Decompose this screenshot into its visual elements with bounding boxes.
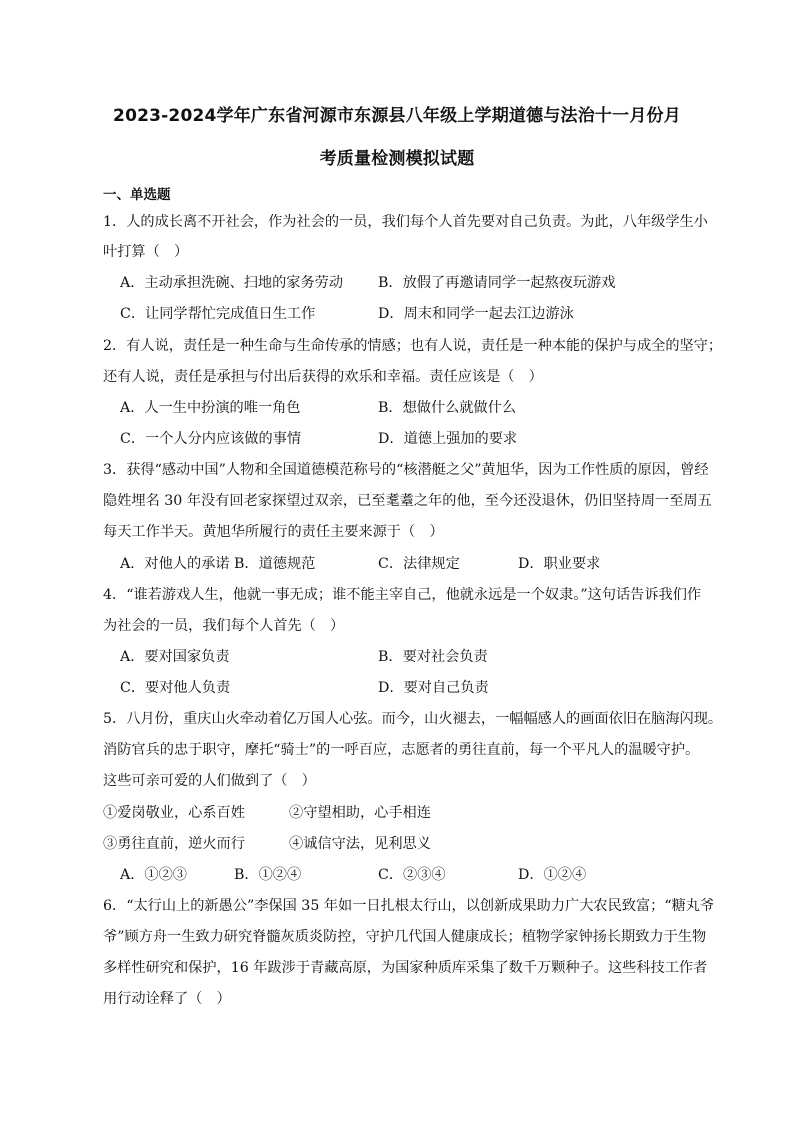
question-3-option-b: B．道德规范 xyxy=(234,556,316,572)
question-1-stem-line-2: 叶打算（ ） xyxy=(103,244,189,260)
question-5-stem-line-2: 消防官兵的忠于职守，摩托“骑士”的一呼百应，志愿者的勇往直前，每一个平凡人的温暖守护。 xyxy=(103,742,700,758)
document-title-line-1: 2023-2024学年广东省河源市东源县八年级上学期道德与法治十一月份月 xyxy=(113,106,681,126)
question-3-option-c: C．法律规定 xyxy=(378,556,460,572)
question-2-option-b: B．想做什么就做什么 xyxy=(378,400,517,416)
question-1-option-b: B．放假了再邀请同学一起熬夜玩游戏 xyxy=(378,275,616,291)
question-5-option-c: C．②③④ xyxy=(378,867,446,883)
question-4-stem-line-2: 为社会的一员，我们每个人首先（ ） xyxy=(103,618,345,634)
question-3-stem-line-2: 隐姓埋名 30 年没有回老家探望过双亲，已至耄耋之年的他，至今还没退休，仍旧坚持周一至周五 xyxy=(103,493,712,509)
question-6-stem-line-2: 爷”顾方舟一生致力研究脊髓灰质炎防控，守护几代国人健康成长；植物学家钟扬长期致力于生物 xyxy=(103,929,707,945)
question-4-option-d: D．要对自己负责 xyxy=(378,680,489,696)
question-4-stem-line-1: 4．“谁若游戏人生，他就一事无成；谁不能主宰自己，他就永远是一个奴隶。”这句话告诉我们作 xyxy=(103,587,702,603)
question-1-option-a: A．主动承担洗碗、扫地的家务劳动 xyxy=(120,275,344,291)
question-2-option-d: D．道德上强加的要求 xyxy=(378,431,518,447)
question-2-option-a: A．人一生中扮演的唯一角色 xyxy=(120,400,301,416)
question-5-stem-line-3: 这些可亲可爱的人们做到了（ ） xyxy=(103,773,316,789)
question-3-option-d: D．职业要求 xyxy=(518,556,601,572)
question-6-stem-line-3: 多样性研究和保护，16 年跋涉于青藏高原，为国家种质库采集了数千万颗种子。这些科技工作者 xyxy=(103,960,708,976)
question-1-stem-line-1: 1．人的成长离不开社会，作为社会的一员，我们每个人首先要对自己负责。为此，八年级学生小 xyxy=(103,214,708,230)
question-5-item-4: ④诚信守法，见利思义 xyxy=(289,836,431,852)
question-3-option-a: A．对他人的承诺 xyxy=(120,556,230,572)
section-heading: 一、单选题 xyxy=(103,187,171,203)
document-title-line-2: 考质量检测模拟试题 xyxy=(319,149,475,169)
question-3-stem-line-3: 每天工作半天。黄旭华所履行的责任主要来源于（ ） xyxy=(103,524,444,540)
question-6-stem-line-4: 用行动诠释了（ ） xyxy=(103,991,231,1007)
question-4-option-b: B．要对社会负责 xyxy=(378,649,488,665)
question-6-stem-line-1: 6．“太行山上的新愚公”李保国 35 年如一日扎根太行山，以创新成果助力广大农民致富；“糖丸爷 xyxy=(103,898,715,914)
question-5-item-1: ①爱岗敬业，心系百姓 xyxy=(103,805,245,821)
question-1-option-d: D．周末和同学一起去江边游泳 xyxy=(378,306,574,322)
question-5-item-2: ②守望相助，心手相连 xyxy=(289,805,431,821)
question-3-stem-line-1: 3．获得“感动中国”人物和全国道德模范称号的“核潜艇之父”黄旭华，因为工作性质的原因，曾经 xyxy=(103,462,709,478)
question-5-option-b: B．①②④ xyxy=(234,867,302,883)
question-2-stem-line-2: 还有人说，责任是承担与付出后获得的欢乐和幸福。责任应该是（ ） xyxy=(103,369,543,385)
question-5-stem-line-1: 5．八月份，重庆山火牵动着亿万国人心弦。而今，山火褪去，一幅幅感人的画面依旧在脑海闪现。 xyxy=(103,711,723,727)
question-1-option-c: C．让同学帮忙完成值日生工作 xyxy=(120,306,316,322)
question-5-option-d: D．①②④ xyxy=(518,867,587,883)
question-2-option-c: C．一个人分内应该做的事情 xyxy=(120,431,302,447)
question-2-stem-line-1: 2．有人说，责任是一种生命与生命传承的情感；也有人说，责任是一种本能的保护与成全的坚守； xyxy=(103,338,723,354)
question-4-option-c: C．要对他人负责 xyxy=(120,680,231,696)
question-5-option-a: A．①②③ xyxy=(120,867,187,883)
question-5-item-3: ③勇往直前，逆火而行 xyxy=(103,836,245,852)
question-4-option-a: A．要对国家负责 xyxy=(120,649,230,665)
